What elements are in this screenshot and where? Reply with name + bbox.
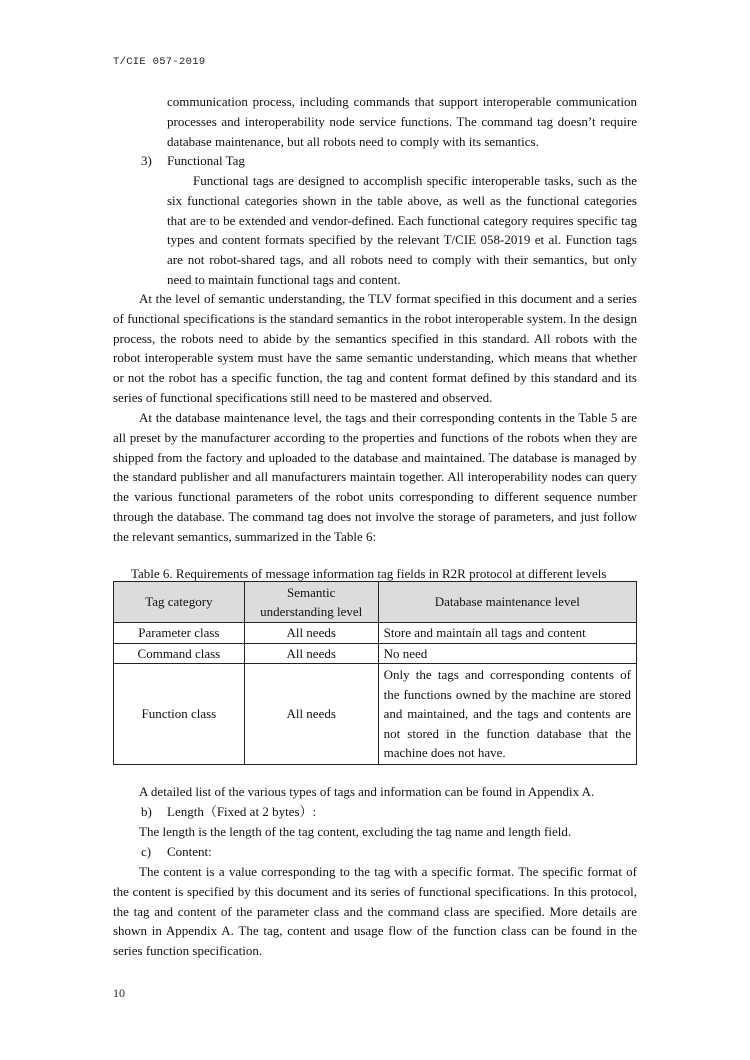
header-tag-category: Tag category — [114, 582, 245, 623]
page-number: 10 — [113, 986, 125, 1000]
cell-tag-category: Parameter class — [114, 623, 245, 644]
list-title-length: Length（Fixed at 2 bytes）: — [167, 804, 317, 819]
document-id-header: T/CIE 057-2019 — [113, 56, 206, 68]
requirements-table — [113, 581, 637, 765]
paragraph-length: The length is the length of the tag content, excluding the tag name and length field. — [139, 824, 572, 839]
paragraph-functional-tag: Functional tags are designed to accomplish specific interoperable tasks, such as the six functional categories shown in the table above, as well as the functional categories that are to be extended and vendor-defined. Each functional category requires specific tag types and content formats specified by the relevant T/CIE 058-2019 et al. Function tags are not robot-shared tags, and all robots need to comply with their semantics, but only need to maintain functional tags and content. — [167, 173, 637, 287]
paragraph-semantic-level: At the level of semantic understanding, the TLV format specified in this document and a series of functional specifications is the standard semantics in the robot interoperable system. In the design process, the robots need to abide by the semantics specified in this standard. All robots with the robot interoperable system must have the same semantic understanding, which means that whether or not the robot has a specific function, the tag and content format defined by this standard and its series of functional specifications still need to be mastered and observed. — [113, 291, 637, 405]
header-semantic-level: Semantic understanding level — [244, 582, 378, 623]
list-number-3: 3) — [141, 153, 152, 168]
paragraph-appendix-list: A detailed list of the various types of tags and information can be found in Appendix A. — [139, 784, 595, 799]
cell-database-level: Only the tags and corresponding contents of the functions owned by the machine are stored and maintained, and the tags and contents are not stored in the function database that the machine does not have. — [378, 664, 636, 765]
list-title-content: Content: — [167, 844, 212, 859]
paragraph-command-tag-cont: communication process, including commands that support interoperable communication processes and interoperability node service functions. The command tag doesn’t require database maintenance, but all robots need to comply with its semantics. — [167, 94, 637, 149]
paragraph-content: The content is a value corresponding to the tag with a specific format. The specific format of the content is specified by this document and its series of functional specifications. In this protocol, the tag and content of the parameter class and the command class are specified. More details are shown in Appendix A. The tag, content and usage flow of the function class can be found in the series function specification. — [113, 864, 637, 959]
list-title-functional-tag: Functional Tag — [167, 153, 245, 168]
cell-tag-category: Function class — [114, 664, 245, 765]
table-caption: Table 6. Requirements of message information tag fields in R2R protocol at different levels — [131, 566, 607, 581]
list-letter-c: c) — [141, 844, 152, 859]
table-header-row — [114, 582, 637, 623]
list-letter-b: b) — [141, 804, 152, 819]
cell-semantic-level: All needs — [244, 664, 378, 765]
paragraph-database-level: At the database maintenance level, the tags and their corresponding contents in the Table 5 are all preset by the manufacturer according to the properties and functions of the robots when they are shipped from the factory and uploaded to the database and maintained. The database is managed by the standard publisher and all manufacturers maintain together. All interoperability nodes can query the various functional parameters of the robot units corresponding to different sequence number through the database. The command tag does not involve the storage of parameters, and just follow the relevant semantics, summarized in the Table 6: — [113, 410, 637, 544]
cell-semantic-level: All needs — [244, 623, 378, 644]
cell-tag-category: Command class — [114, 643, 245, 664]
cell-database-level: Store and maintain all tags and content — [378, 623, 636, 644]
table-row — [114, 643, 637, 664]
cell-semantic-level: All needs — [244, 643, 378, 664]
table-row — [114, 664, 637, 765]
table-row — [114, 623, 637, 644]
cell-database-level: No need — [378, 643, 636, 664]
header-database-level: Database maintenance level — [378, 582, 636, 623]
